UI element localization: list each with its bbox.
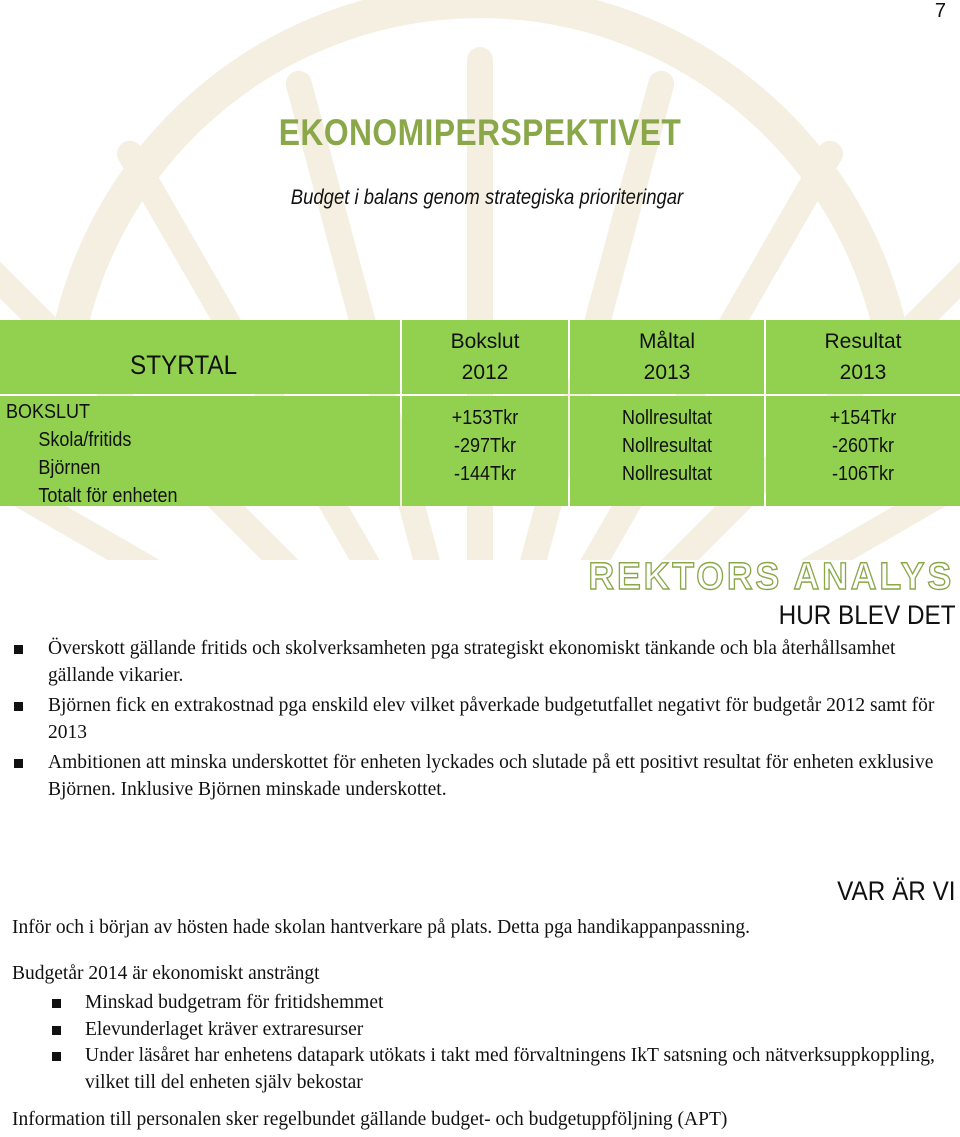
page-subtitle: Budget i balans genom strategiska prioriteringar	[290, 186, 684, 209]
resultat-header-cell	[766, 320, 960, 394]
closing-paragraph: Information till personalen sker regelbundet gällande budget- och budgetuppföljning (APT)	[12, 1109, 728, 1130]
bokslut-values	[402, 404, 568, 488]
column-header-maltal-year: 2013	[643, 361, 691, 384]
intro-paragraph: Inför och i början av hösten hade skolan hantverkare på plats. Detta pga handikappanpassning.	[12, 917, 751, 938]
row-label-bokslut: BOKSLUT	[6, 401, 91, 423]
var-ar-vi-heading: VAR ÄR VI	[837, 876, 956, 906]
maltal-values	[570, 404, 764, 488]
list-item: Överskott gällande fritids och skolverksamheten pga strategiskt ekonomiskt tänkande och bla återhållsamhet gällande vikarier.	[12, 636, 956, 689]
kpi-table	[0, 320, 960, 506]
page-number: 7	[934, 0, 946, 22]
row-label-totalt: Totalt för enheten	[38, 485, 178, 507]
column-header-maltal: Måltal	[638, 330, 696, 353]
list-item: Under läsåret har enhetens datapark utökats i takt med förvaltningens IkT satsning och nätverksuppkoppling, vilket till del enheten själv bekostar	[50, 1043, 950, 1096]
rektors-analys-heading: REKTORS ANALYS	[588, 556, 954, 598]
row-label-skola-fritids: Skola/fritids	[38, 429, 132, 451]
styrtal-label: STYRTAL	[130, 350, 238, 380]
budget-heading: Budgetår 2014 är ekonomiskt ansträngt	[12, 963, 320, 984]
table-cell: Nollresultat	[621, 463, 713, 485]
column-header-bokslut-year: 2012	[461, 361, 509, 384]
table-cell: -260Tkr	[831, 435, 895, 457]
list-item: Ambitionen att minska underskottet för enheten lyckades och slutade på ett positivt resultat för enheten exklusive Björnen. Inklusive Björnen minskade underskottet.	[12, 750, 956, 803]
bokslut-header-cell	[402, 320, 568, 394]
hur-blev-det-heading: HUR BLEV DET	[779, 600, 956, 630]
maltal-header-cell	[570, 320, 764, 394]
column-header-resultat: Resultat	[824, 330, 902, 353]
table-cell: Nollresultat	[621, 435, 713, 457]
column-header-resultat-year: 2013	[839, 361, 887, 384]
list-item: Elevunderlaget kräver extraresurser	[50, 1017, 950, 1044]
row-labels	[6, 398, 178, 510]
styrtal-header-cell	[0, 320, 400, 394]
list-item: Björnen fick en extrakostnad pga enskild elev vilket påverkade budgetutfallet negativt för budgetår 2012 samt för 2013	[12, 693, 956, 746]
column-header-bokslut: Bokslut	[450, 330, 520, 353]
list-item: Minskad budgetram för fritidshemmet	[50, 990, 950, 1017]
row-label-bjornen: Björnen	[38, 457, 101, 479]
table-cell: +154Tkr	[829, 407, 897, 429]
table-cell: -106Tkr	[831, 463, 895, 485]
table-cell: Nollresultat	[621, 407, 713, 429]
page-title: EKONOMIPERSPEKTIVET	[278, 112, 682, 153]
table-cell: -144Tkr	[453, 463, 517, 485]
resultat-values	[766, 404, 960, 488]
analys-bullet-list	[12, 636, 956, 807]
table-cell: -297Tkr	[453, 435, 517, 457]
budget-bullet-list	[50, 990, 950, 1096]
table-cell: +153Tkr	[451, 407, 519, 429]
